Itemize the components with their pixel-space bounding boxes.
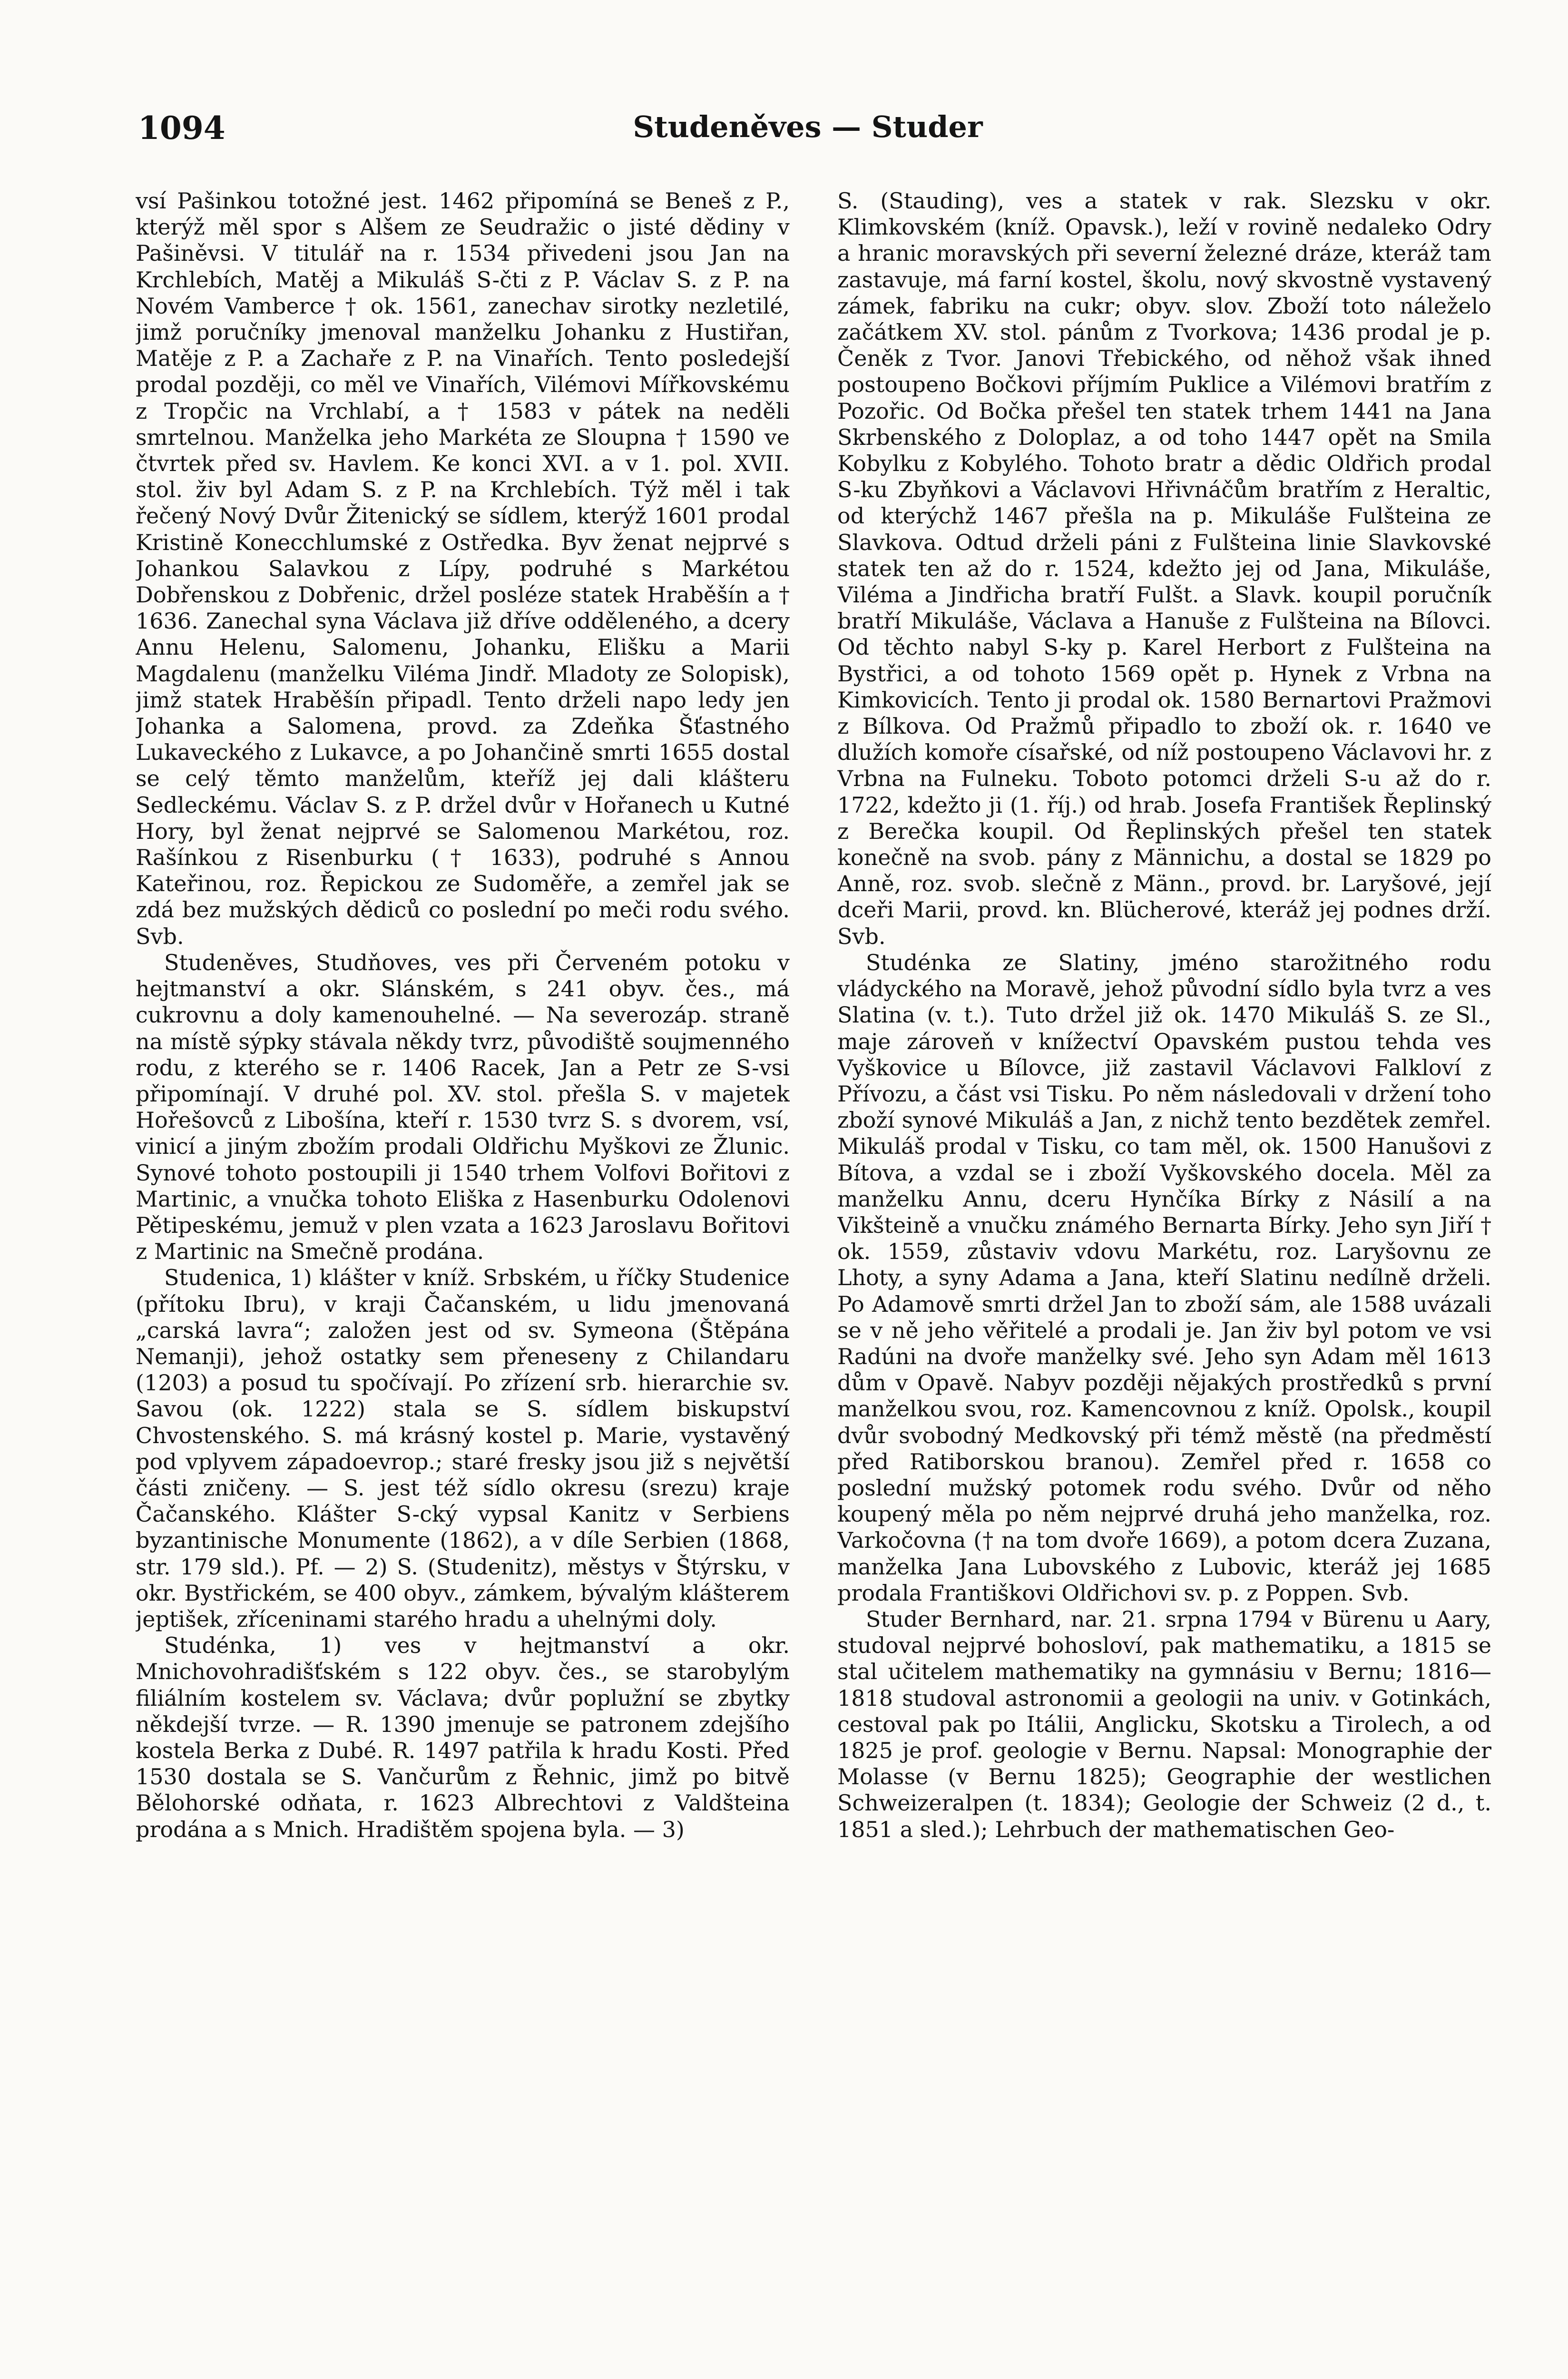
entry-paragraph: S. (Stauding), ves a statek v rak. Slezsku v okr. Klimkovském (kníž. Opavsk.), leží v rovině nedaleko Odry a hranic moravských při severní železné dráze, kteráž tam zastavuje, má farní kostel, školu, nový skvostně vystavený zámek, fabriku na cukr; obyv. slov. Zboží toto náleželo začátkem XV. stol. pánům z Tvorkova; 1436 prodal je p. Čeněk z Tvor. Janovi Třebického, od něhož však ihned postoupeno Bočkovi příjmím Puklice a Vilémovi bratřím z Pozořic. Od Bočka přešel ten statek trhem 1441 na Jana Skrbenského z Doloplaz, a od toho 1447 opět na Smila Kobylku z Kobylého. Tohoto bratr a dědic Oldřich prodal S-ku Zbyňkovi a Václavovi Hřivnáčům bratřím z Heraltic, od kterýchž 1467 přešla na p. Mikuláše Fulšteina ze Slavkova. Odtud drželi páni z Fulšteina linie Slavkovské statek ten až do r. 1524, kdežto jej od Jana, Mikuláše, Viléma a Jindřicha bratří Fulšt. a Slavk. koupil poručník bratří Mikuláše, Václava a Hanuše z Fulšteina na Bílovci. Od těchto nabyl S-ky p. Karel Herbort z Fulšteina na Bystřici, a od tohoto 1569 opět p. Hynek z Vrbna na Kimkovicích. Tento ji prodal ok. 1580 Bernartovi Pražmovi z Bílkova. Od Pražmů připadlo to zboží ok. r. 1640 ve dlužích komoře císařské, od níž postoupeno Václavovi hr. z Vrbna na Fulneku. Toboto potomci drželi S-u až do r. 1722, kdežto ji (1. říj.) od hrab. Josefa František Řeplinský z Berečka koupil. Od Řeplinských přešel ten statek konečně na svob. pány z Männichu, a dostal se 1829 po Anně, roz. svob. slečně z Männ., provd. br. Laryšové, její dceři Marii, provd. kn. Blücherové, kteráž jej podnes drží. Svb. <box>837 188 1491 949</box>
running-title: Studeněves — Studer <box>633 109 983 144</box>
entry-studeneves: Studeněves, Studňoves, ves při Červeném potoku v hejtmanství a okr. Slánském, s 241 obyv. čes., má cukrovnu a doly kamenouhelné. — Na severozáp. straně na místě sýpky stávala někdy tvrz, původiště soujmenného rodu, z kterého se r. 1406 Racek, Jan a Petr ze S-vsi připomínají. V druhé pol. XV. stol. přešla S. v majetek Hořešovců z Libošína, kteří r. 1530 tvrz S. s dvorem, vsí, vinicí a jiným zbožím prodali Oldřichu Myškovi ze Žlunic. Synové tohoto postoupili ji 1540 trhem Volfovi Bořitovi z Martinic, a vnučka tohoto Eliška z Hasenburku Odolenovi Pětipeskému, jemuž v plen vzata a 1623 Jaroslavu Bořitovi z Martinic na Smečně prodána. <box>136 949 790 1265</box>
page-header <box>138 109 1478 147</box>
page-number: 1094 <box>138 109 225 147</box>
entry-studenka: Studénka, 1) ves v hejtmanství a okr. Mnichovohradišťském s 122 obyv. čes., se starobylým filiálním kostelem sv. Václava; dvůr poplužní se zbytky někdejší tvrze. — R. 1390 jmenuje se patronem zdejšího kostela Berka z Dubé. R. 1497 patřila k hradu Kosti. Před 1530 dostala se S. Vančurům z Řehnic, jimž po bitvě Bělohorské odňata, r. 1623 Albrechtovi z Valdšteina prodána a s Mnich. Hradištěm spojena byla. — 3) <box>136 1632 790 1842</box>
entry-paragraph: vsí Pašinkou totožné jest. 1462 připomíná se Beneš z P., kterýž měl spor s Alšem ze Seudražic o jisté dědiny v Pašiněvsi. V titulář na r. 1534 přivedeni jsou Jan na Krchlebích, Matěj a Mikuláš S-čti z P. Václav S. z P. na Novém Vamberce † ok. 1561, zanechav sirotky nezletilé, jimž poručníky jmenoval manželku Johanku z Hustiřan, Matěje z P. a Zachaře z P. na Vinařích. Tento posledejší prodal později, co měl ve Vinařích, Vilémovi Mířkovskému z Tropčic na Vrchlabí, a † 1583 v pátek na neděli smrtelnou. Manželka jeho Markéta ze Sloupna † 1590 ve čtvrtek před sv. Havlem. Ke konci XVI. a v 1. pol. XVII. stol. živ byl Adam S. z P. na Krchlebích. Týž měl i tak řečený Nový Dvůr Žitenický se sídlem, kterýž 1601 prodal Kristině Konecchlumské z Ostředka. Byv ženat nejprvé s Johankou Salavkou z Lípy, podruhé s Markétou Dobřenskou z Dobřenic, držel posléze statek Hraběšín a † 1636. Zanechal syna Václava již dříve odděleného, a dcery Annu Helenu, Salomenu, Johanku, Elišku a Marii Magdalenu (manželku Viléma Jindř. Mladoty ze Solopisk), jimž statek Hraběšín připadl. Tento drželi napo ledy jen Johanka a Salomena, provd. za Zdeňka Šťastného Lukaveckého z Lukavce, a po Johančině smrti 1655 dostal se celý těmto manželům, kteříž jej dali klášteru Sedleckému. Václav S. z P. držel dvůr v Hořanech u Kutné Hory, byl ženat nejprvé se Salomenou Markétou, roz. Rašínkou z Risenburku († 1633), podruhé s Annou Kateřinou, roz. Řepickou ze Sudoměře, a zemřel jak se zdá bez mužských dědiců co poslední po meči rodu svého. Svb. <box>136 188 790 949</box>
entry-studenka-ze-slatiny: Studénka ze Slatiny, jméno starožitného rodu vládyckého na Moravě, jehož původní sídlo byla tvrz a ves Slatina (v. t.). Tuto držel již ok. 1470 Mikuláš S. ze Sl., maje zároveň v knížectví Opavském pustou tehda ves Vyškovice u Bílovce, již zastavil Václavovi Falkloví z Přívozu, a část vsi Tisku. Po něm následovali v držení toho zboží synové Mikuláš a Jan, z nichž tento bezdětek zemřel. Mikuláš prodal v Tisku, co tam měl, ok. 1500 Hanušovi z Bítova, a vzdal se i zboží Vyškovského docela. Měl za manželku Annu, dceru Hynčíka Bírky z Násilí a na Vikšteině a vnučku známého Bernarta Bírky. Jeho syn Jiří † ok. 1559, zůstaviv vdovu Markétu, roz. Laryšovnu ze Lhoty, a syny Adama a Jana, kteří Slatinu nedílně drželi. Po Adamově smrti držel Jan to zboží sám, ale 1588 uvázali se v ně jeho věřitelé a prodali je. Jan živ byl potom ve vsi Radúni na dvoře manželky své. Jeho syn Adam měl 1613 dům v Opavě. Nabyv později nějakých prostředků s první manželkou svou, roz. Kamencovnou z kníž. Opolsk., koupil dvůr svobodný Medkovský při témž městě (na předměstí před Ratiborskou branou). Zemřel před r. 1658 co poslední mužský potomek rodu svého. Dvůr od něho koupený měla po něm nejprvé druhá jeho manželka, roz. Varkočovna († na tom dvoře 1669), a potom dcera Zuzana, manželka Jana Lubovského z Lubovic, kteráž jej 1685 prodala Františkovi Oldřichovi sv. p. z Poppen. Svb. <box>837 949 1491 1606</box>
entry-studer: Studer Bernhard, nar. 21. srpna 1794 v Bürenu u Aary, studoval nejprvé bohosloví, pak mathematiku, a 1815 se stal učitelem mathematiky na gymnásiu v Bernu; 1816—1818 studoval astronomii a geologii na univ. v Gotinkách, cestoval pak po Itálii, Anglicku, Skotsku a Tirolech, a od 1825 je prof. geologie v Bernu. Napsal: Monographie der Molasse (v Bernu 1825); Geographie der westlichen Schweizeralpen (t. 1834); Geologie der Schweiz (2 d., t. 1851 a sled.); Lehrbuch der mathematischen Geo- <box>837 1606 1491 1842</box>
entry-studenica: Studenica, 1) klášter v kníž. Srbském, u říčky Studenice (přítoku Ibru), v kraji Čačanském, u lidu jmenovaná „carská lavra“; založen jest od sv. Symeona (Štěpána Nemanji), jehož ostatky sem přeneseny z Chilandaru (1203) a posud tu spočívají. Po zřízení srb. hierarchie sv. Savou (ok. 1222) stala se S. sídlem biskupství Chvostenského. S. má krásný kostel p. Marie, vystavěný pod vplyvem západoevrop.; staré fresky jsou již s největší části zničeny. — S. jest též sídlo okresu (srezu) kraje Čačanského. Klášter S-cký vypsal Kanitz v Serbiens byzantinische Monumente (1862), a v díle Serbien (1868, str. 179 sld.). Pf. — 2) S. (Studenitz), městys v Štýrsku, v okr. Bystřickém, se 400 obyv., zámkem, bývalým klášterem jeptišek, zříceninami starého hradu a uhelnými doly. <box>136 1265 790 1632</box>
left-column <box>136 188 790 2379</box>
right-column <box>837 188 1491 2379</box>
